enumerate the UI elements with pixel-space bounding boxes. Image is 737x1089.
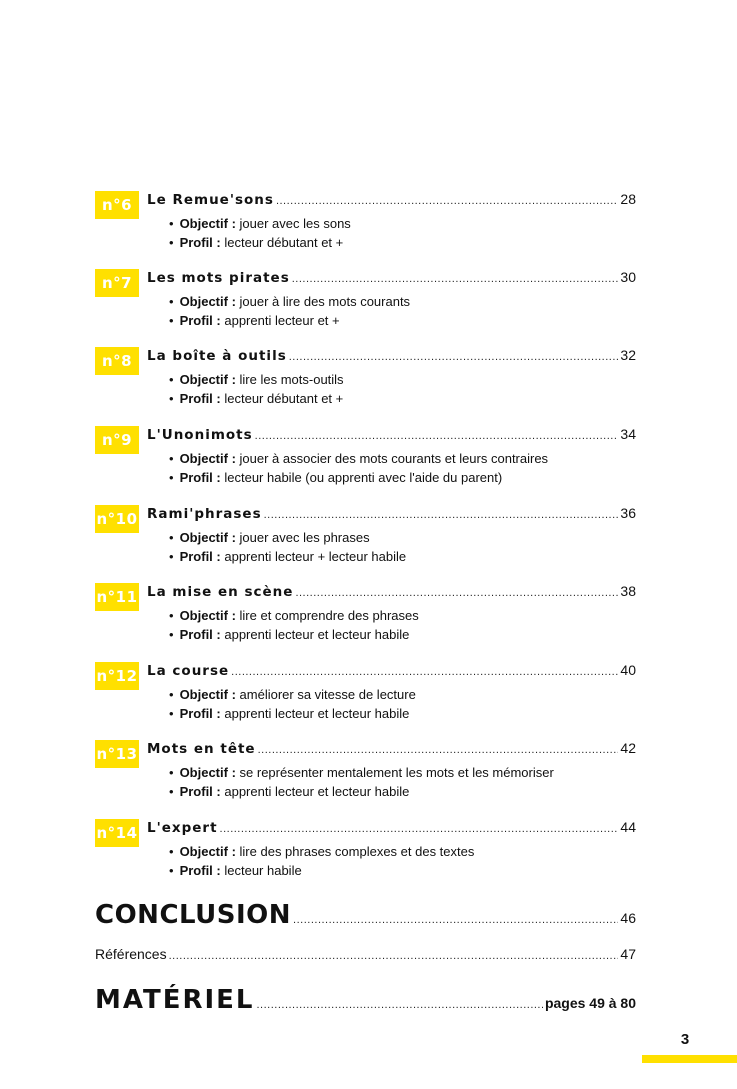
entry-page-number: 36 (620, 505, 636, 521)
entry-number-badge: n°9 (95, 426, 139, 454)
objectif-line (169, 528, 406, 547)
objectif-text: jouer à associer des mots courants et leurs contraires (239, 451, 549, 466)
dot-leader (169, 950, 619, 962)
entry-title: La course (147, 663, 230, 679)
profil-text: lecteur débutant et + (224, 391, 344, 406)
objectif-label: Objectif : (179, 687, 236, 702)
entry-details (169, 606, 419, 644)
entry-title-row[interactable] (147, 269, 636, 287)
conclusion-entry[interactable] (95, 900, 636, 930)
entry-number-badge: n°8 (95, 347, 139, 375)
page-number-accent-bar (642, 1055, 737, 1063)
entry-title: Les mots pirates (147, 270, 290, 286)
entry-page-number: 40 (620, 662, 636, 678)
toc-entry (95, 269, 636, 331)
entry-title-row[interactable] (147, 819, 636, 837)
objectif-label: Objectif : (179, 530, 236, 545)
objectif-text: jouer avec les phrases (239, 530, 370, 545)
objectif-line (169, 449, 548, 468)
profil-line (169, 468, 548, 487)
objectif-text: lire les mots-outils (239, 372, 344, 387)
entry-page-number: 28 (620, 191, 636, 207)
materiel-page-range: pages 49 à 80 (544, 995, 636, 1011)
dot-leader (231, 666, 618, 678)
objectif-line (169, 685, 416, 704)
objectif-line (169, 292, 410, 311)
entry-page-number: 42 (620, 740, 636, 756)
dot-leader (292, 273, 619, 285)
objectif-label: Objectif : (179, 608, 236, 623)
entry-title-row[interactable] (147, 191, 636, 209)
entry-title: La mise en scène (147, 584, 294, 600)
profil-line (169, 311, 410, 330)
profil-line (169, 233, 351, 252)
objectif-line (169, 842, 474, 861)
entry-number-badge: n°6 (95, 191, 139, 219)
profil-text: lecteur habile (224, 863, 302, 878)
profil-label: Profil : (179, 706, 221, 721)
profil-text: apprenti lecteur et lecteur habile (224, 706, 410, 721)
conclusion-page-number: 46 (620, 910, 636, 926)
entry-details (169, 763, 554, 801)
toc-entry (95, 662, 636, 724)
materiel-title: MATÉRIEL (95, 985, 255, 1015)
entry-page-number: 38 (620, 583, 636, 599)
objectif-label: Objectif : (179, 844, 236, 859)
profil-line (169, 547, 406, 566)
profil-text: apprenti lecteur et + (224, 313, 340, 328)
references-title: Références (95, 946, 167, 962)
profil-line (169, 704, 416, 723)
entry-number-badge: n°7 (95, 269, 139, 297)
entry-title: Le Remue'sons (147, 192, 274, 208)
profil-line (169, 782, 554, 801)
objectif-label: Objectif : (179, 216, 236, 231)
objectif-text: se représenter mentalement les mots et les mémoriser (239, 765, 554, 780)
references-page-number: 47 (620, 946, 636, 962)
entry-title-row[interactable] (147, 662, 636, 680)
toc-entry (95, 505, 636, 567)
entry-title-row[interactable] (147, 426, 636, 444)
dot-leader (264, 509, 619, 521)
entry-title-row[interactable] (147, 740, 636, 758)
profil-text: lecteur habile (ou apprenti avec l'aide du parent) (224, 470, 503, 485)
entry-details (169, 370, 344, 408)
entry-number-badge: n°14 (95, 819, 139, 847)
dot-leader (293, 914, 618, 926)
entry-details (169, 292, 410, 330)
objectif-line (169, 606, 419, 625)
dot-leader (295, 587, 618, 599)
toc-entry (95, 191, 636, 253)
dot-leader (258, 744, 619, 756)
references-entry[interactable] (95, 946, 636, 962)
conclusion-title: CONCLUSION (95, 900, 292, 930)
profil-label: Profil : (179, 549, 221, 564)
entry-details (169, 842, 474, 880)
entry-title: Mots en tête (147, 741, 256, 757)
objectif-line (169, 214, 351, 233)
dot-leader (255, 430, 619, 442)
objectif-text: améliorer sa vitesse de lecture (239, 687, 416, 702)
entry-details (169, 528, 406, 566)
profil-label: Profil : (179, 863, 221, 878)
objectif-label: Objectif : (179, 294, 236, 309)
entry-page-number: 32 (620, 347, 636, 363)
objectif-line (169, 370, 344, 389)
objectif-line (169, 763, 554, 782)
profil-line (169, 625, 419, 644)
dot-leader (257, 999, 543, 1011)
entry-title-row[interactable] (147, 347, 636, 365)
objectif-text: jouer avec les sons (239, 216, 351, 231)
entry-title: Rami'phrases (147, 506, 262, 522)
objectif-label: Objectif : (179, 451, 236, 466)
profil-label: Profil : (179, 470, 221, 485)
entry-number-badge: n°11 (95, 583, 139, 611)
profil-label: Profil : (179, 784, 221, 799)
materiel-entry[interactable] (95, 985, 636, 1015)
dot-leader (276, 195, 618, 207)
toc-entry (95, 347, 636, 409)
entry-details (169, 685, 416, 723)
profil-line (169, 861, 474, 880)
profil-label: Profil : (179, 391, 221, 406)
dot-leader (220, 823, 619, 835)
entry-title: L'Unonimots (147, 427, 253, 443)
entry-page-number: 44 (620, 819, 636, 835)
toc-entry (95, 583, 636, 645)
profil-text: apprenti lecteur et lecteur habile (224, 627, 410, 642)
entry-page-number: 34 (620, 426, 636, 442)
profil-text: apprenti lecteur + lecteur habile (224, 549, 407, 564)
toc-entry (95, 740, 636, 802)
objectif-text: lire et comprendre des phrases (239, 608, 419, 623)
entry-title-row[interactable] (147, 505, 636, 523)
entry-number-badge: n°13 (95, 740, 139, 768)
dot-leader (289, 351, 619, 363)
entry-number-badge: n°12 (95, 662, 139, 690)
profil-label: Profil : (179, 627, 221, 642)
objectif-label: Objectif : (179, 372, 236, 387)
profil-text: lecteur débutant et + (224, 235, 344, 250)
entry-page-number: 30 (620, 269, 636, 285)
toc-entry (95, 426, 636, 488)
entry-number-badge: n°10 (95, 505, 139, 533)
profil-text: apprenti lecteur et lecteur habile (224, 784, 410, 799)
toc-entry (95, 819, 636, 881)
profil-label: Profil : (179, 235, 221, 250)
page-number: 3 (680, 1031, 690, 1048)
profil-label: Profil : (179, 313, 221, 328)
entry-title: La boîte à outils (147, 348, 287, 364)
objectif-text: lire des phrases complexes et des textes (239, 844, 475, 859)
objectif-label: Objectif : (179, 765, 236, 780)
profil-line (169, 389, 344, 408)
objectif-text: jouer à lire des mots courants (239, 294, 411, 309)
entry-details (169, 214, 351, 252)
entry-title: L'expert (147, 820, 218, 836)
entry-title-row[interactable] (147, 583, 636, 601)
entry-details (169, 449, 548, 487)
